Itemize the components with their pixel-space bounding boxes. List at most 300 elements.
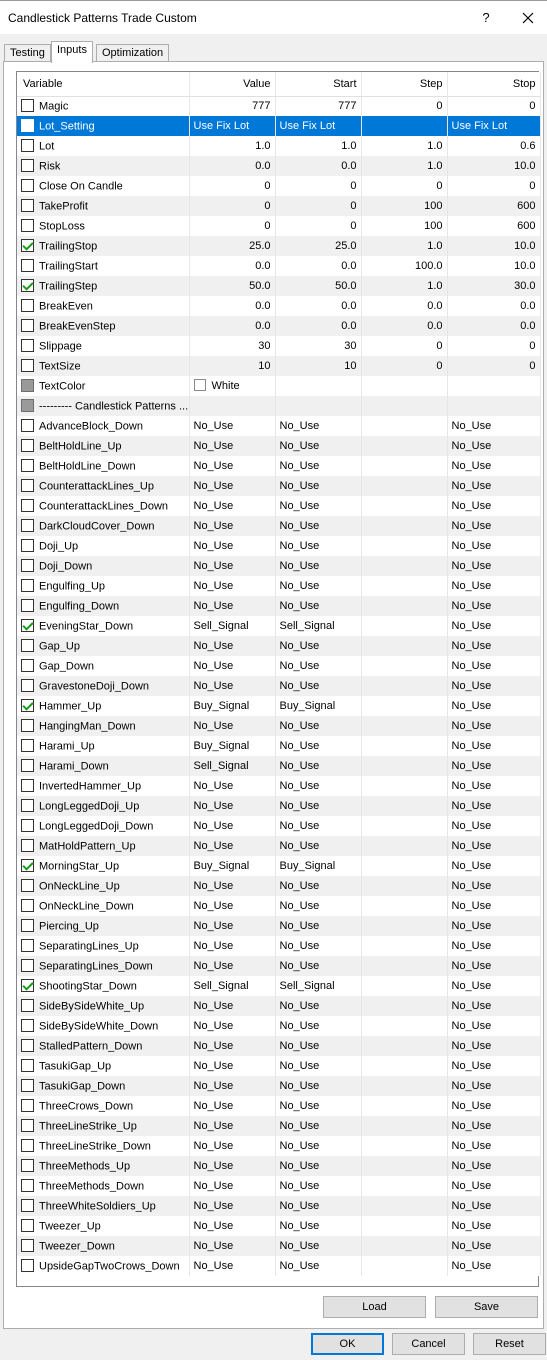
optimize-checkbox[interactable] bbox=[21, 719, 34, 732]
stop-cell[interactable] bbox=[447, 1016, 540, 1036]
step-cell[interactable] bbox=[361, 436, 447, 456]
stop-cell[interactable] bbox=[447, 1196, 540, 1216]
step-cell[interactable] bbox=[361, 176, 447, 196]
start-cell[interactable] bbox=[275, 1156, 361, 1176]
value-cell[interactable] bbox=[189, 816, 275, 836]
step-cell[interactable] bbox=[361, 956, 447, 976]
optimize-checkbox[interactable] bbox=[21, 319, 34, 332]
table-row[interactable] bbox=[17, 1216, 540, 1236]
optimize-checkbox[interactable] bbox=[21, 999, 34, 1012]
variable-cell[interactable] bbox=[17, 456, 189, 476]
value-cell[interactable] bbox=[189, 396, 275, 416]
table-row[interactable] bbox=[17, 96, 540, 116]
variable-cell[interactable] bbox=[17, 256, 189, 276]
table-row[interactable] bbox=[17, 456, 540, 476]
value-cell[interactable] bbox=[189, 236, 275, 256]
stop-cell[interactable] bbox=[447, 556, 540, 576]
step-cell[interactable] bbox=[361, 236, 447, 256]
stop-cell[interactable] bbox=[447, 996, 540, 1016]
table-row[interactable] bbox=[17, 676, 540, 696]
value-cell[interactable] bbox=[189, 796, 275, 816]
optimize-checkbox[interactable] bbox=[21, 919, 34, 932]
table-row[interactable] bbox=[17, 1056, 540, 1076]
table-row[interactable] bbox=[17, 476, 540, 496]
column-header-start[interactable]: Start bbox=[275, 72, 361, 96]
step-cell[interactable] bbox=[361, 1216, 447, 1236]
start-cell[interactable] bbox=[275, 416, 361, 436]
start-cell[interactable] bbox=[275, 376, 361, 396]
stop-cell[interactable] bbox=[447, 596, 540, 616]
table-row[interactable] bbox=[17, 196, 540, 216]
variable-cell[interactable] bbox=[17, 716, 189, 736]
table-row[interactable] bbox=[17, 996, 540, 1016]
stop-cell[interactable] bbox=[447, 1176, 540, 1196]
stop-cell[interactable] bbox=[447, 796, 540, 816]
start-cell[interactable] bbox=[275, 576, 361, 596]
optimize-checkbox[interactable] bbox=[21, 99, 34, 112]
stop-cell[interactable] bbox=[447, 116, 540, 136]
table-row[interactable] bbox=[17, 1076, 540, 1096]
optimize-checkbox[interactable] bbox=[21, 579, 34, 592]
step-cell[interactable] bbox=[361, 356, 447, 376]
variable-cell[interactable] bbox=[17, 956, 189, 976]
optimize-checkbox[interactable] bbox=[21, 159, 34, 172]
stop-cell[interactable] bbox=[447, 1056, 540, 1076]
stop-cell[interactable] bbox=[447, 376, 540, 396]
table-row[interactable] bbox=[17, 116, 540, 136]
column-header-value[interactable]: Value bbox=[189, 72, 275, 96]
value-cell[interactable] bbox=[189, 1096, 275, 1116]
variable-cell[interactable] bbox=[17, 1176, 189, 1196]
value-cell[interactable] bbox=[189, 756, 275, 776]
table-row[interactable] bbox=[17, 176, 540, 196]
optimize-checkbox[interactable] bbox=[21, 1119, 34, 1132]
optimize-checkbox[interactable] bbox=[21, 899, 34, 912]
start-cell[interactable] bbox=[275, 1076, 361, 1096]
stop-cell[interactable] bbox=[447, 156, 540, 176]
table-row[interactable] bbox=[17, 656, 540, 676]
value-cell[interactable] bbox=[189, 596, 275, 616]
table-row[interactable] bbox=[17, 316, 540, 336]
optimize-checkbox[interactable] bbox=[21, 699, 34, 712]
value-cell[interactable] bbox=[189, 296, 275, 316]
variable-cell[interactable] bbox=[17, 796, 189, 816]
step-cell[interactable] bbox=[361, 336, 447, 356]
step-cell[interactable] bbox=[361, 696, 447, 716]
table-row[interactable] bbox=[17, 1156, 540, 1176]
start-cell[interactable] bbox=[275, 876, 361, 896]
step-cell[interactable] bbox=[361, 396, 447, 416]
start-cell[interactable] bbox=[275, 736, 361, 756]
stop-cell[interactable] bbox=[447, 216, 540, 236]
step-cell[interactable] bbox=[361, 1236, 447, 1256]
value-cell[interactable] bbox=[189, 576, 275, 596]
start-cell[interactable] bbox=[275, 116, 361, 136]
step-cell[interactable] bbox=[361, 1076, 447, 1096]
start-cell[interactable] bbox=[275, 996, 361, 1016]
variable-cell[interactable] bbox=[17, 656, 189, 676]
step-cell[interactable] bbox=[361, 816, 447, 836]
start-cell[interactable] bbox=[275, 276, 361, 296]
stop-cell[interactable] bbox=[447, 616, 540, 636]
table-row[interactable] bbox=[17, 336, 540, 356]
optimize-checkbox[interactable] bbox=[21, 679, 34, 692]
variable-cell[interactable] bbox=[17, 96, 189, 116]
variable-cell[interactable] bbox=[17, 976, 189, 996]
value-cell[interactable] bbox=[189, 876, 275, 896]
value-cell[interactable] bbox=[189, 316, 275, 336]
value-cell[interactable] bbox=[189, 1116, 275, 1136]
value-cell[interactable] bbox=[189, 696, 275, 716]
value-cell[interactable] bbox=[189, 656, 275, 676]
value-cell[interactable] bbox=[189, 636, 275, 656]
ok-button[interactable]: OK bbox=[311, 1333, 384, 1355]
stop-cell[interactable] bbox=[447, 676, 540, 696]
stop-cell[interactable] bbox=[447, 436, 540, 456]
start-cell[interactable] bbox=[275, 756, 361, 776]
table-row[interactable] bbox=[17, 976, 540, 996]
step-cell[interactable] bbox=[361, 716, 447, 736]
start-cell[interactable] bbox=[275, 176, 361, 196]
start-cell[interactable] bbox=[275, 596, 361, 616]
optimize-checkbox[interactable] bbox=[21, 859, 34, 872]
step-cell[interactable] bbox=[361, 896, 447, 916]
table-row[interactable] bbox=[17, 496, 540, 516]
start-cell[interactable] bbox=[275, 976, 361, 996]
value-cell[interactable] bbox=[189, 456, 275, 476]
table-row[interactable] bbox=[17, 296, 540, 316]
value-cell[interactable] bbox=[189, 1236, 275, 1256]
variable-cell[interactable] bbox=[17, 676, 189, 696]
stop-cell[interactable] bbox=[447, 1096, 540, 1116]
value-cell[interactable] bbox=[189, 956, 275, 976]
table-row[interactable] bbox=[17, 1176, 540, 1196]
value-cell[interactable] bbox=[189, 276, 275, 296]
optimize-checkbox[interactable] bbox=[21, 1159, 34, 1172]
stop-cell[interactable] bbox=[447, 1076, 540, 1096]
variable-cell[interactable] bbox=[17, 316, 189, 336]
start-cell[interactable] bbox=[275, 156, 361, 176]
table-row[interactable] bbox=[17, 956, 540, 976]
start-cell[interactable] bbox=[275, 1016, 361, 1036]
variable-cell[interactable] bbox=[17, 916, 189, 936]
stop-cell[interactable] bbox=[447, 416, 540, 436]
step-cell[interactable] bbox=[361, 276, 447, 296]
variable-cell[interactable] bbox=[17, 576, 189, 596]
step-cell[interactable] bbox=[361, 796, 447, 816]
stop-cell[interactable] bbox=[447, 1136, 540, 1156]
step-cell[interactable] bbox=[361, 116, 447, 136]
variable-cell[interactable] bbox=[17, 1116, 189, 1136]
step-cell[interactable] bbox=[361, 316, 447, 336]
stop-cell[interactable] bbox=[447, 356, 540, 376]
step-cell[interactable] bbox=[361, 756, 447, 776]
variable-cell[interactable] bbox=[17, 476, 189, 496]
table-row[interactable] bbox=[17, 716, 540, 736]
step-cell[interactable] bbox=[361, 1096, 447, 1116]
stop-cell[interactable] bbox=[447, 696, 540, 716]
table-row[interactable] bbox=[17, 856, 540, 876]
tab-optimization[interactable]: Optimization bbox=[96, 44, 169, 63]
value-cell[interactable] bbox=[189, 776, 275, 796]
value-cell[interactable] bbox=[189, 116, 275, 136]
variable-cell[interactable] bbox=[17, 156, 189, 176]
stop-cell[interactable] bbox=[447, 776, 540, 796]
stop-cell[interactable] bbox=[447, 716, 540, 736]
value-cell[interactable] bbox=[189, 416, 275, 436]
optimize-checkbox[interactable] bbox=[21, 299, 34, 312]
stop-cell[interactable] bbox=[447, 1156, 540, 1176]
table-row[interactable] bbox=[17, 256, 540, 276]
optimize-checkbox[interactable] bbox=[21, 499, 34, 512]
start-cell[interactable] bbox=[275, 616, 361, 636]
optimize-checkbox[interactable] bbox=[21, 619, 34, 632]
start-cell[interactable] bbox=[275, 1036, 361, 1056]
optimize-checkbox[interactable] bbox=[21, 339, 34, 352]
optimize-checkbox[interactable] bbox=[21, 1139, 34, 1152]
start-cell[interactable] bbox=[275, 676, 361, 696]
stop-cell[interactable] bbox=[447, 956, 540, 976]
variable-cell[interactable] bbox=[17, 136, 189, 156]
table-row[interactable] bbox=[17, 556, 540, 576]
variable-cell[interactable] bbox=[17, 436, 189, 456]
step-cell[interactable] bbox=[361, 476, 447, 496]
stop-cell[interactable] bbox=[447, 856, 540, 876]
step-cell[interactable] bbox=[361, 916, 447, 936]
value-cell[interactable] bbox=[189, 556, 275, 576]
start-cell[interactable] bbox=[275, 696, 361, 716]
start-cell[interactable] bbox=[275, 456, 361, 476]
optimize-checkbox[interactable] bbox=[21, 939, 34, 952]
start-cell[interactable] bbox=[275, 796, 361, 816]
step-cell[interactable] bbox=[361, 156, 447, 176]
table-row[interactable] bbox=[17, 776, 540, 796]
table-row[interactable] bbox=[17, 1096, 540, 1116]
stop-cell[interactable] bbox=[447, 516, 540, 536]
variable-cell[interactable] bbox=[17, 416, 189, 436]
save-button[interactable]: Save bbox=[435, 1296, 538, 1318]
value-cell[interactable] bbox=[189, 496, 275, 516]
variable-cell[interactable] bbox=[17, 276, 189, 296]
value-cell[interactable] bbox=[189, 676, 275, 696]
start-cell[interactable] bbox=[275, 956, 361, 976]
value-cell[interactable] bbox=[189, 736, 275, 756]
step-cell[interactable] bbox=[361, 256, 447, 276]
variable-cell[interactable] bbox=[17, 1076, 189, 1096]
start-cell[interactable] bbox=[275, 1136, 361, 1156]
start-cell[interactable] bbox=[275, 716, 361, 736]
start-cell[interactable] bbox=[275, 1196, 361, 1216]
step-cell[interactable] bbox=[361, 596, 447, 616]
step-cell[interactable] bbox=[361, 576, 447, 596]
value-cell[interactable] bbox=[189, 856, 275, 876]
table-row[interactable] bbox=[17, 1016, 540, 1036]
start-cell[interactable] bbox=[275, 556, 361, 576]
column-header-stop[interactable]: Stop bbox=[447, 72, 540, 96]
step-cell[interactable] bbox=[361, 776, 447, 796]
variable-cell[interactable] bbox=[17, 376, 189, 396]
value-cell[interactable] bbox=[189, 156, 275, 176]
start-cell[interactable] bbox=[275, 136, 361, 156]
stop-cell[interactable] bbox=[447, 396, 540, 416]
table-row[interactable] bbox=[17, 276, 540, 296]
table-row[interactable] bbox=[17, 696, 540, 716]
optimize-checkbox[interactable] bbox=[21, 199, 34, 212]
variable-cell[interactable] bbox=[17, 636, 189, 656]
value-cell[interactable] bbox=[189, 516, 275, 536]
value-cell[interactable] bbox=[189, 1196, 275, 1216]
variable-cell[interactable] bbox=[17, 296, 189, 316]
value-cell[interactable] bbox=[189, 216, 275, 236]
stop-cell[interactable] bbox=[447, 976, 540, 996]
stop-cell[interactable] bbox=[447, 176, 540, 196]
step-cell[interactable] bbox=[361, 1016, 447, 1036]
table-row[interactable] bbox=[17, 1196, 540, 1216]
value-cell[interactable] bbox=[189, 256, 275, 276]
variable-cell[interactable] bbox=[17, 1216, 189, 1236]
value-cell[interactable] bbox=[189, 616, 275, 636]
table-row[interactable] bbox=[17, 516, 540, 536]
step-cell[interactable] bbox=[361, 736, 447, 756]
variable-cell[interactable] bbox=[17, 1136, 189, 1156]
step-cell[interactable] bbox=[361, 536, 447, 556]
step-cell[interactable] bbox=[361, 976, 447, 996]
stop-cell[interactable] bbox=[447, 636, 540, 656]
value-cell[interactable] bbox=[189, 936, 275, 956]
variable-cell[interactable] bbox=[17, 196, 189, 216]
variable-cell[interactable] bbox=[17, 776, 189, 796]
optimize-checkbox[interactable] bbox=[21, 799, 34, 812]
value-cell[interactable] bbox=[189, 1016, 275, 1036]
stop-cell[interactable] bbox=[447, 96, 540, 116]
tab-testing[interactable]: Testing bbox=[4, 44, 51, 63]
variable-cell[interactable] bbox=[17, 536, 189, 556]
value-cell[interactable] bbox=[189, 1136, 275, 1156]
variable-cell[interactable] bbox=[17, 816, 189, 836]
start-cell[interactable] bbox=[275, 1216, 361, 1236]
value-cell[interactable] bbox=[189, 916, 275, 936]
variable-cell[interactable] bbox=[17, 1056, 189, 1076]
optimize-checkbox[interactable] bbox=[21, 1239, 34, 1252]
stop-cell[interactable] bbox=[447, 736, 540, 756]
variable-cell[interactable] bbox=[17, 756, 189, 776]
value-cell[interactable] bbox=[189, 1056, 275, 1076]
stop-cell[interactable] bbox=[447, 196, 540, 216]
value-cell[interactable] bbox=[189, 176, 275, 196]
value-cell[interactable] bbox=[189, 976, 275, 996]
stop-cell[interactable] bbox=[447, 1216, 540, 1236]
table-row[interactable] bbox=[17, 1236, 540, 1256]
table-row[interactable] bbox=[17, 756, 540, 776]
table-row[interactable] bbox=[17, 376, 540, 396]
optimize-checkbox[interactable] bbox=[21, 1079, 34, 1092]
optimize-checkbox[interactable] bbox=[21, 439, 34, 452]
value-cell[interactable] bbox=[189, 96, 275, 116]
variable-cell[interactable] bbox=[17, 176, 189, 196]
start-cell[interactable] bbox=[275, 776, 361, 796]
variable-cell[interactable] bbox=[17, 1236, 189, 1256]
variable-cell[interactable] bbox=[17, 996, 189, 1016]
variable-cell[interactable] bbox=[17, 356, 189, 376]
value-cell[interactable] bbox=[189, 376, 275, 396]
table-row[interactable] bbox=[17, 356, 540, 376]
table-row[interactable] bbox=[17, 236, 540, 256]
start-cell[interactable] bbox=[275, 1256, 361, 1276]
optimize-checkbox[interactable] bbox=[21, 359, 34, 372]
value-cell[interactable] bbox=[189, 896, 275, 916]
value-cell[interactable] bbox=[189, 1076, 275, 1096]
start-cell[interactable] bbox=[275, 856, 361, 876]
optimize-checkbox[interactable] bbox=[21, 539, 34, 552]
variable-cell[interactable] bbox=[17, 596, 189, 616]
start-cell[interactable] bbox=[275, 256, 361, 276]
step-cell[interactable] bbox=[361, 676, 447, 696]
start-cell[interactable] bbox=[275, 476, 361, 496]
stop-cell[interactable] bbox=[447, 236, 540, 256]
table-row[interactable] bbox=[17, 896, 540, 916]
value-cell[interactable] bbox=[189, 1036, 275, 1056]
optimize-checkbox[interactable] bbox=[21, 219, 34, 232]
variable-cell[interactable] bbox=[17, 876, 189, 896]
step-cell[interactable] bbox=[361, 416, 447, 436]
step-cell[interactable] bbox=[361, 136, 447, 156]
variable-cell[interactable] bbox=[17, 1256, 189, 1276]
start-cell[interactable] bbox=[275, 496, 361, 516]
close-button[interactable] bbox=[517, 7, 539, 29]
optimize-checkbox[interactable] bbox=[21, 139, 34, 152]
optimize-checkbox[interactable] bbox=[21, 959, 34, 972]
column-header-variable[interactable]: Variable bbox=[17, 72, 189, 96]
optimize-checkbox[interactable] bbox=[21, 459, 34, 472]
optimize-checkbox[interactable] bbox=[21, 419, 34, 432]
step-cell[interactable] bbox=[361, 556, 447, 576]
table-row[interactable] bbox=[17, 736, 540, 756]
help-button[interactable]: ? bbox=[482, 10, 490, 25]
step-cell[interactable] bbox=[361, 856, 447, 876]
table-row[interactable] bbox=[17, 796, 540, 816]
variable-cell[interactable] bbox=[17, 556, 189, 576]
table-row[interactable] bbox=[17, 1116, 540, 1136]
step-cell[interactable] bbox=[361, 296, 447, 316]
optimize-checkbox[interactable] bbox=[21, 599, 34, 612]
load-button[interactable]: Load bbox=[323, 1296, 426, 1318]
table-row[interactable] bbox=[17, 136, 540, 156]
step-cell[interactable] bbox=[361, 656, 447, 676]
table-row[interactable] bbox=[17, 936, 540, 956]
optimize-checkbox[interactable] bbox=[21, 1099, 34, 1112]
optimize-checkbox[interactable] bbox=[21, 819, 34, 832]
stop-cell[interactable] bbox=[447, 816, 540, 836]
step-cell[interactable] bbox=[361, 836, 447, 856]
start-cell[interactable] bbox=[275, 1056, 361, 1076]
optimize-checkbox[interactable] bbox=[21, 119, 34, 132]
start-cell[interactable] bbox=[275, 396, 361, 416]
optimize-checkbox[interactable] bbox=[21, 1039, 34, 1052]
optimize-checkbox[interactable] bbox=[21, 1219, 34, 1232]
step-cell[interactable] bbox=[361, 1156, 447, 1176]
start-cell[interactable] bbox=[275, 216, 361, 236]
optimize-checkbox[interactable] bbox=[21, 1199, 34, 1212]
variable-cell[interactable] bbox=[17, 1096, 189, 1116]
stop-cell[interactable] bbox=[447, 296, 540, 316]
start-cell[interactable] bbox=[275, 196, 361, 216]
variable-cell[interactable] bbox=[17, 336, 189, 356]
start-cell[interactable] bbox=[275, 1236, 361, 1256]
stop-cell[interactable] bbox=[447, 276, 540, 296]
variable-cell[interactable] bbox=[17, 396, 189, 416]
table-row[interactable] bbox=[17, 916, 540, 936]
value-cell[interactable] bbox=[189, 196, 275, 216]
